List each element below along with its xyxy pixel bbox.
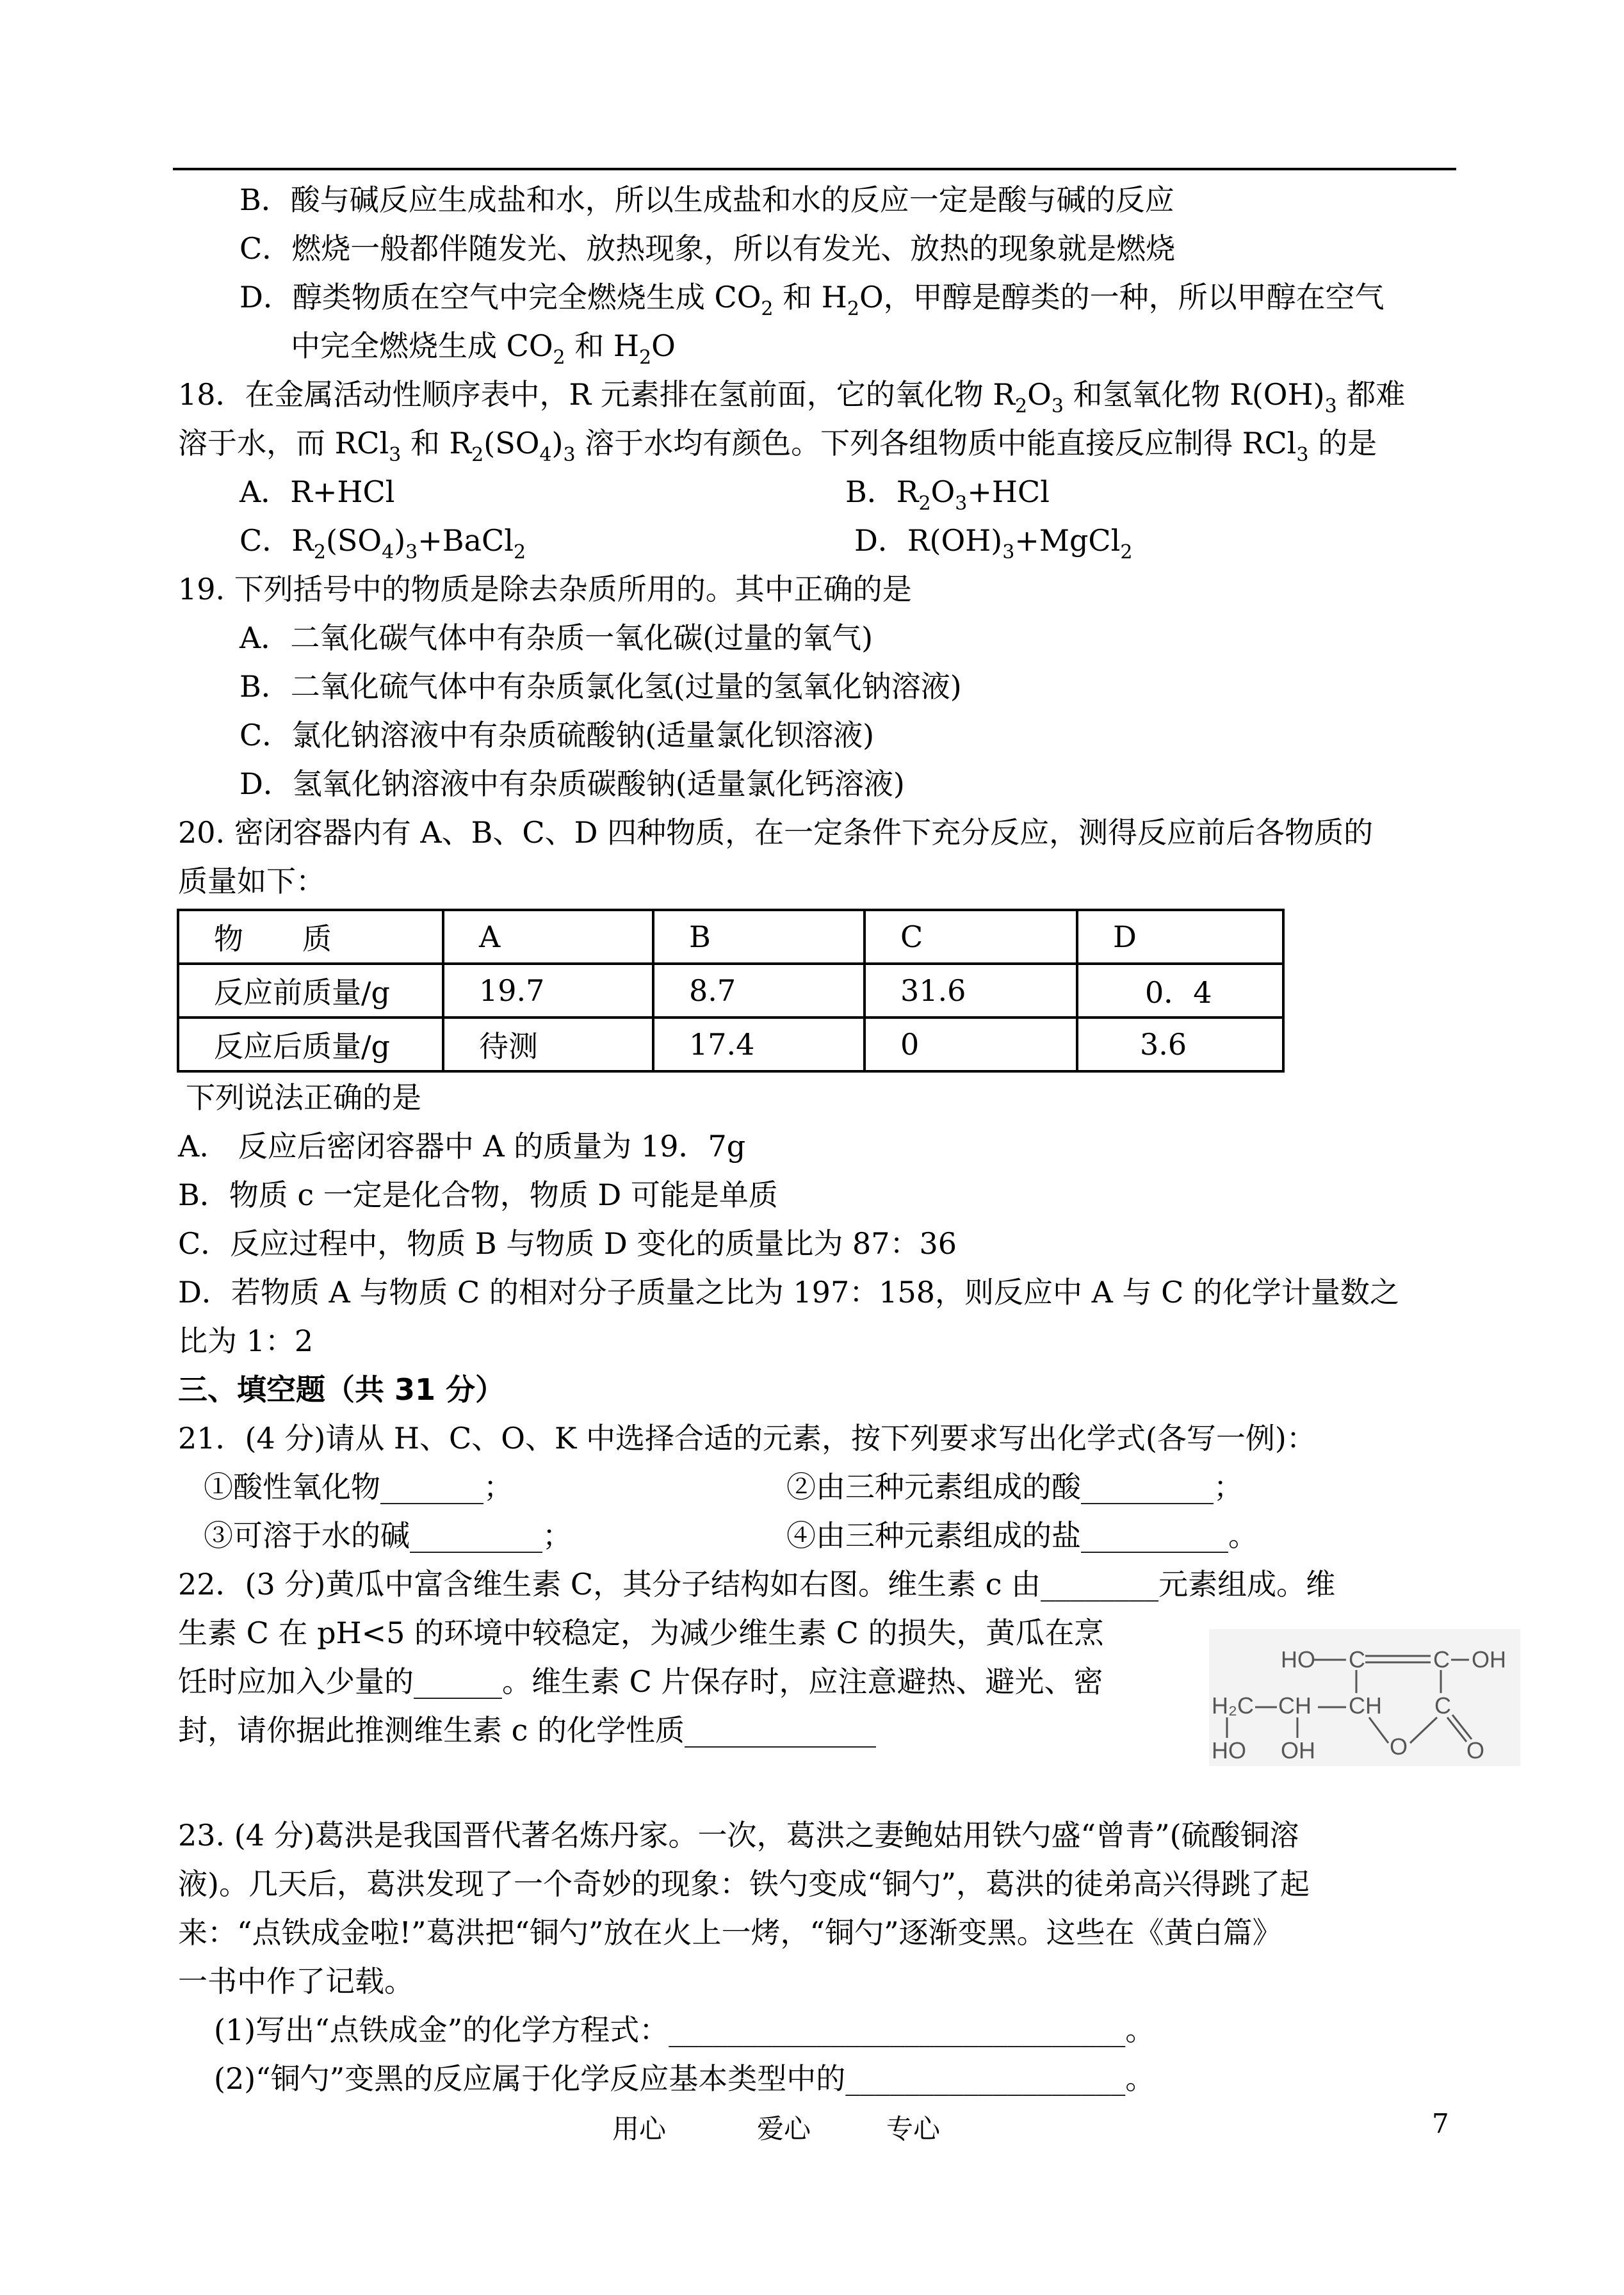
q20-option-d-line1: D．若物质 A 与物质 C 的相对分子质量之比为 197：158，则反应中 A 与 C 的化学计量数之: [178, 1275, 1399, 1310]
q23-part2: (2)“铜勺”变黑的反应属于化学反应基本类型中的___________________。: [214, 2061, 1155, 2096]
table-row: [178, 964, 1283, 1018]
q20-ask: 下列说法正确的是: [186, 1080, 421, 1115]
q20-option-d-line2: 比为 1：2: [178, 1324, 314, 1358]
footer-motto-1: 用心: [612, 2113, 667, 2145]
q23-line1: 23. (4 分)葛洪是我国晋代著名炼丹家。一次，葛洪之妻鲍姑用铁勺盛“曾青”(硫酸铜溶: [178, 1818, 1299, 1853]
q20-stem-line1: 20. 密闭容器内有 A、B、C、D 四种物质，在一定条件下充分反应，测得反应前后各物质的: [178, 815, 1374, 850]
q23-line3: 来：“点铁成金啦!”葛洪把“铜勺”放在火上一烤，“铜勺”逐渐变黑。这些在《黄白篇》: [178, 1915, 1282, 1950]
section-heading: 三、填空题（共 31 分）: [178, 1372, 505, 1407]
q18-option-b: B．$R_2O_3+HCl$: [845, 474, 1050, 515]
q20-option-b: B．物质 c 一定是化合物，物质 D 可能是单质: [178, 1178, 778, 1212]
q22-line4: 封，请你据此推测维生素 c 的化学性质_____________: [178, 1713, 877, 1748]
q21-item-2: ②由三种元素组成的酸_________；: [786, 1470, 1243, 1504]
table-cell: 0: [865, 1018, 1077, 1071]
q23-line2: 液)。几天后，葛洪发现了一个奇妙的现象：铁勺变成“铜勺”，葛洪的徒弟高兴得跳了起: [178, 1867, 1310, 1901]
q17-option-d-line1: D．醇类物质在空气中完全燃烧生成 $CO_2$ 和 $H_2O$，甲醇是醇类的一种，所以甲醇在空气: [240, 280, 1384, 320]
q20-option-a: A. 反应后密闭容器中 A 的质量为 19．7g: [178, 1129, 746, 1164]
footer-motto-3: 专心: [886, 2113, 941, 2145]
q19-option-a: A．二氧化碳气体中有杂质一氧化碳(过量的氧气): [240, 620, 873, 655]
mol-label: HO: [1281, 1646, 1315, 1673]
q18-option-c: C．$R_2(SO_4)_3+BaCl_2$: [240, 523, 526, 564]
q19-option-b: B．二氧化硫气体中有杂质氯化氢(过量的氢氧化钠溶液): [240, 669, 962, 704]
table-cell: 反应前质量/g: [178, 964, 443, 1018]
table-cell: C: [865, 910, 1077, 964]
table-cell: 物 质: [178, 910, 443, 964]
q19-stem: 19. 下列括号中的物质是除去杂质所用的。其中正确的是: [178, 572, 912, 606]
mol-label: C: [1433, 1646, 1450, 1673]
table-cell: A: [443, 910, 653, 964]
q18-option-d: D．$R(OH)_3+MgCl_2$: [854, 523, 1133, 564]
q21-item-1: ①酸性氧化物_______；: [204, 1470, 513, 1504]
mol-label: HO: [1212, 1737, 1246, 1764]
mol-label: CH: [1278, 1692, 1311, 1719]
q21-item-4: ④由三种元素组成的盐__________。: [786, 1518, 1258, 1553]
q17-option-c: C．燃烧一般都伴随发光、放热现象，所以有发光、放热的现象就是燃烧: [240, 231, 1176, 266]
table-cell: D: [1077, 910, 1283, 964]
table-cell: 8.7: [653, 964, 865, 1018]
q22-line1: 22．(3 分)黄瓜中富含维生素 C，其分子结构如右图。维生素 c 由________元素组成。维: [178, 1567, 1336, 1602]
q21-stem: 21．(4 分)请从 H、C、O、K 中选择合适的元素，按下列要求写出化学式(各写一例)：: [178, 1421, 1316, 1456]
mol-label: C: [1434, 1692, 1451, 1719]
q18-option-a: A．R+HCl: [240, 474, 395, 509]
q23-line4: 一书中作了记载。: [178, 1964, 414, 1999]
vitamin-c-structure-image: [1209, 1629, 1520, 1766]
mol-label: O: [1466, 1737, 1485, 1764]
table-cell: 待测: [443, 1018, 653, 1071]
footer-motto-2: 爱心: [757, 2113, 811, 2145]
q17-option-d-line2: 中完全燃烧生成 $CO_2$ 和 $H_2O$: [291, 328, 676, 369]
q17-option-b: B．酸与碱反应生成盐和水，所以生成盐和水的反应一定是酸与碱的反应: [240, 182, 1174, 217]
q22-line3: 饪时应加入少量的______。维生素 C 片保存时，应注意避热、避光、密: [178, 1664, 1103, 1699]
table-row: [178, 910, 1283, 964]
mol-label: OH: [1281, 1737, 1315, 1764]
q20-option-c: C．反应过程中，物质 B 与物质 D 变化的质量比为 87：36: [178, 1226, 957, 1261]
table-cell: 反应后质量/g: [178, 1018, 443, 1071]
q20-stem-line2: 质量如下：: [178, 864, 325, 898]
q18-stem-line1: 18．在金属活动性顺序表中，R 元素排在氢前面，它的氧化物 $R_2O_3$ 和氢氧化物 $R(OH)_3$ 都难: [178, 377, 1406, 418]
header-rule: [173, 168, 1456, 170]
table-cell: 3.6: [1077, 1018, 1283, 1071]
table-cell: B: [653, 910, 865, 964]
table-cell: 31.6: [865, 964, 1077, 1018]
table-cell: 0．4: [1077, 964, 1283, 1018]
mol-label: H₂C: [1212, 1692, 1254, 1719]
mol-label: C: [1349, 1646, 1365, 1673]
q19-option-c: C．氯化钠溶液中有杂质硫酸钠(适量氯化钡溶液): [240, 718, 875, 752]
q19-option-d: D．氢氧化钠溶液中有杂质碳酸钠(适量氯化钙溶液): [240, 766, 905, 801]
table-cell: 17.4: [653, 1018, 865, 1071]
mol-label: O: [1390, 1733, 1408, 1760]
page-number: 7: [1432, 2108, 1449, 2139]
table-row: [178, 1018, 1283, 1071]
mol-label: OH: [1472, 1646, 1506, 1673]
q21-item-3: ③可溶于水的碱_________；: [204, 1518, 572, 1553]
mass-table: [177, 909, 1285, 1073]
q22-line2: 生素 C 在 pH<5 的环境中较稳定，为减少维生素 C 的损失，黄瓜在烹: [178, 1616, 1104, 1650]
q23-part1: (1)写出“点铁成金”的化学方程式：_______________________________。: [214, 2013, 1155, 2047]
q18-stem-line2: 溶于水，而 RCl$_3$ 和 $R_2(SO_4)_3$ 溶于水均有颜色。下列各组物质中能直接反应制得 RCl$_3$ 的是: [178, 426, 1377, 466]
table-cell: 19.7: [443, 964, 653, 1018]
mol-label: CH: [1349, 1692, 1382, 1719]
